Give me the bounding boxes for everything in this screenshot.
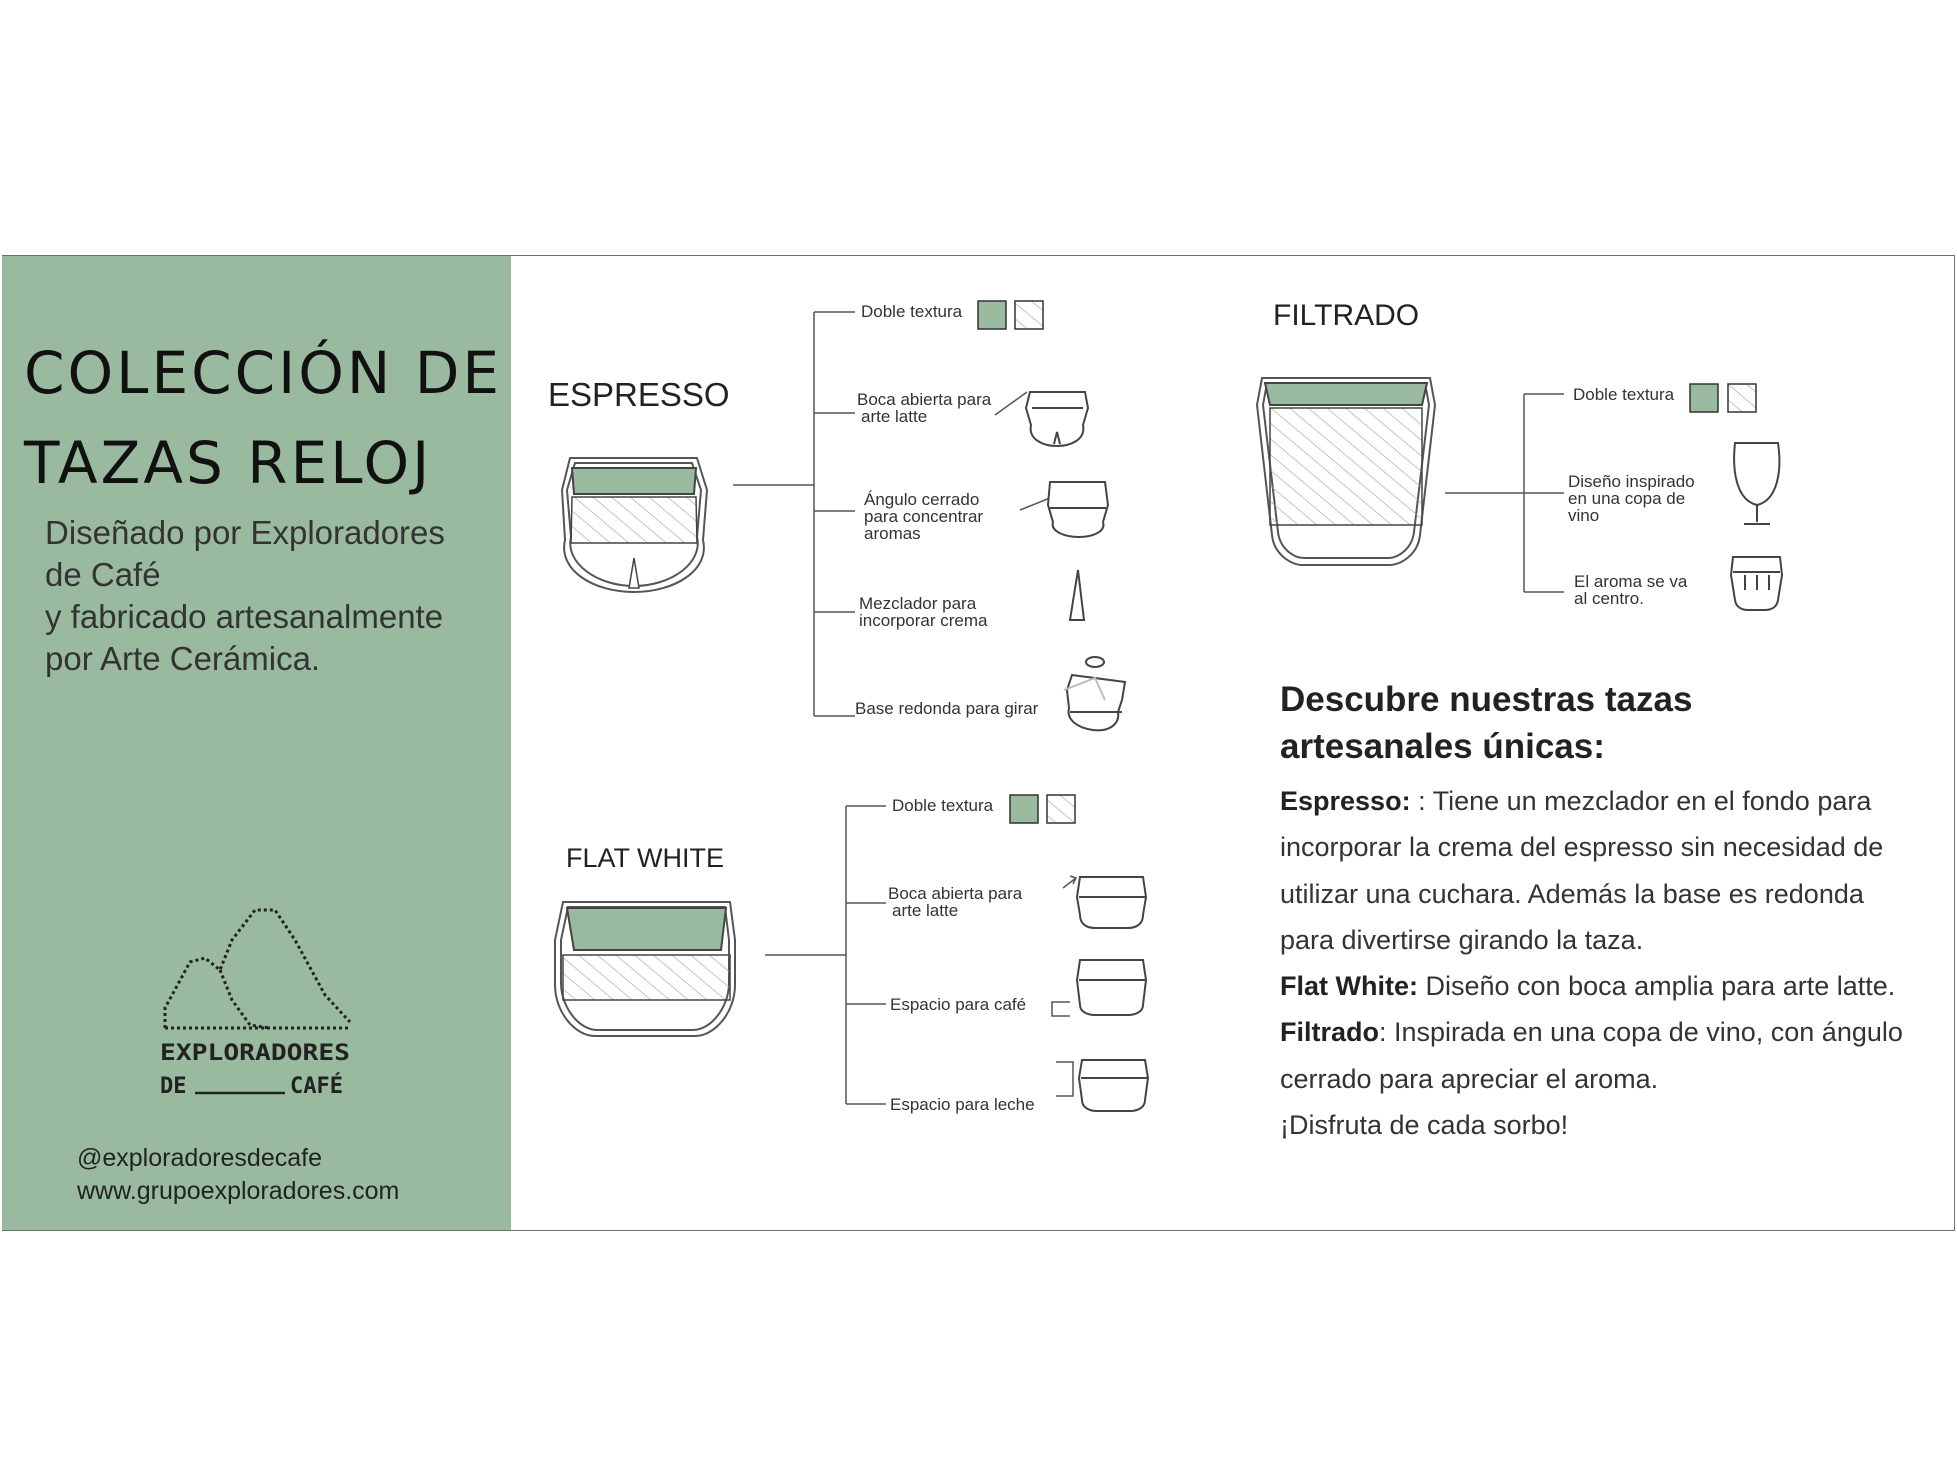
filtrado-aroma-line-2: al centro. [1574, 589, 1644, 608]
logo-line-2-left: DE [160, 1074, 187, 1099]
filtrado-wine-line-3: vino [1568, 506, 1600, 525]
espresso-cup-icon [562, 458, 707, 592]
espresso-mouth-line-2: arte latte [861, 407, 928, 426]
espresso-mini-cups [1026, 392, 1125, 730]
aroma-cup-icon [1731, 557, 1782, 610]
flat-white-title: FLAT WHITE [566, 843, 725, 873]
filtrado-aroma-line-1: El aroma se va [1574, 572, 1688, 591]
filtrado-wine-line-1: Diseño inspirado [1568, 472, 1695, 491]
flat-white-mini-cups [1077, 877, 1148, 1111]
flat-white-texture-label: Doble textura [892, 796, 994, 815]
credit-line-4: por Arte Cerámica. [45, 640, 321, 677]
espresso-mixer-line-1: Mezclador para [859, 594, 977, 613]
espresso-angle-line-2: para concentrar [864, 507, 984, 526]
filtrado-description [1280, 1009, 1920, 1102]
description-heading [1280, 676, 1920, 770]
filtrado-texture-swatches [1690, 384, 1756, 412]
filtrado-wine-line-2: en una copa de [1568, 489, 1686, 508]
flat-white-mouth-label [888, 885, 1022, 919]
filtrado-title: FILTRADO [1273, 299, 1420, 332]
filtrado-aroma-label [1574, 573, 1687, 607]
instagram-handle: @exploradoresdecafe [77, 1144, 322, 1172]
filtrado-description-text: : Inspirada en una copa de vino, con ángulo cerrado para apreciar el aroma. [1280, 1017, 1903, 1094]
espresso-description-label: Espresso: [1280, 786, 1411, 816]
espresso-description-text: : Tiene un mezclador en el fondo para incorporar la crema del espresso sin necesidad de utilizar una cuchara. Además la base es redonda para divertirse girando la taza. [1280, 786, 1884, 955]
credit-line-1: Diseñado por Exploradores [45, 514, 445, 551]
espresso-angle-line-1: Ángulo cerrado [864, 490, 980, 509]
flat-white-description [1280, 963, 1920, 1009]
flat-white-mouth-line-2: arte latte [892, 901, 959, 920]
espresso-description [1280, 778, 1920, 963]
espresso-title: ESPRESSO [548, 376, 730, 413]
flat-white-mouth-line-1: Boca abierta para [888, 884, 1023, 903]
description-heading-line-1: Descubre nuestras tazas [1280, 680, 1693, 719]
flat-white-coffee-label: Espacio para café [890, 995, 1027, 1014]
flat-white-cup-icon [555, 902, 735, 1036]
espresso-texture-label: Doble textura [861, 302, 963, 321]
logo-line-1: EXPLORADORES [160, 1041, 350, 1066]
filtrado-wine-label [1568, 473, 1695, 524]
credit-line-3: y fabricado artesanalmente [45, 598, 444, 635]
filtrado-cup-icon [1257, 378, 1435, 565]
espresso-angle-label [864, 491, 983, 542]
logo-line-2-right: CAFÉ [290, 1074, 343, 1099]
espresso-texture-swatches [978, 301, 1043, 329]
filtrado-description-label: Filtrado [1280, 1017, 1379, 1048]
flat-white-milk-label: Espacio para leche [890, 1095, 1035, 1114]
website-link: www.grupoexploradores.com [77, 1177, 400, 1205]
espresso-angle-line-3: aromas [864, 524, 921, 543]
espresso-mixer-line-2: incorporar crema [859, 611, 988, 630]
title-line-2: TAZAS RELOJ [24, 429, 433, 497]
espresso-mouth-line-1: Boca abierta para [857, 390, 992, 409]
flat-white-connectors [765, 806, 1076, 1104]
title-line-1: COLECCIÓN DE [24, 339, 502, 407]
credit-line-2: de Café [45, 556, 161, 593]
flat-white-texture-swatches [1010, 795, 1075, 823]
wine-glass-icon [1734, 443, 1779, 524]
description-panel [1280, 676, 1920, 1148]
espresso-mouth-label [857, 391, 991, 425]
espresso-mixer-label [859, 595, 988, 629]
flat-white-description-label: Flat White: [1280, 971, 1418, 1002]
flat-white-description-text: Diseño con boca amplia para arte latte. [1417, 971, 1896, 1002]
description-heading-line-2: artesanales únicas: [1280, 727, 1605, 766]
filtrado-texture-label: Doble textura [1573, 385, 1675, 404]
espresso-base-label: Base redonda para girar [855, 699, 1039, 718]
closing-line: ¡Disfruta de cada sorbo! [1280, 1110, 1569, 1141]
filtrado-connectors [1445, 394, 1564, 592]
